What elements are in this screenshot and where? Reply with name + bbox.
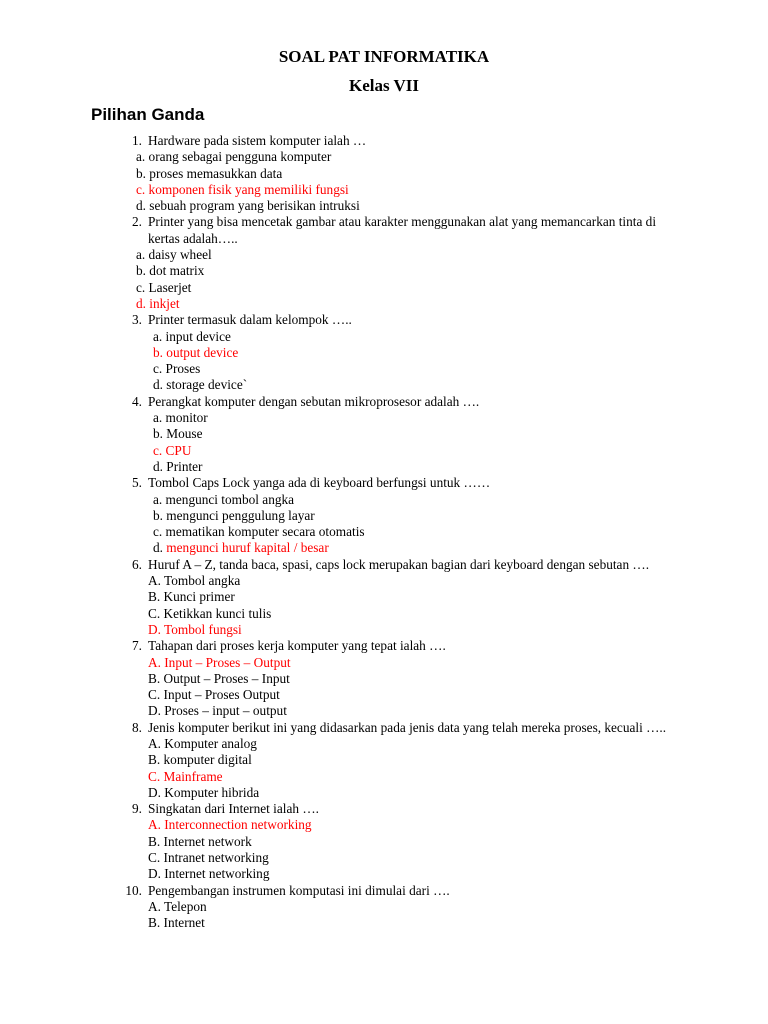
question-item (0, 133, 768, 214)
question-text: Hardware pada sistem komputer ialah … (148, 133, 367, 148)
question-number: 1. (132, 133, 142, 148)
answer-option: a. mengunci tombol angka (153, 491, 295, 507)
question-item (0, 475, 768, 556)
question-line (0, 638, 768, 654)
answer-option: D. Internet networking (148, 866, 270, 882)
answer-option: C. Input – Proses Output (148, 687, 280, 703)
answer-option: c. mematikan komputer secara otomatis (153, 524, 365, 540)
question-number: 4. (132, 393, 142, 409)
document-title: SOAL PAT INFORMATIKA (278, 47, 490, 66)
answer-option: c. Proses (153, 361, 201, 377)
answer-option-correct: b. output device (153, 344, 239, 360)
question-line (0, 214, 768, 247)
answer-option: C. Ketikkan kunci tulis (148, 605, 272, 621)
question-number: 7. (132, 638, 142, 654)
answer-option-correct: d. inkjet (136, 295, 180, 311)
answer-option-correct (0, 540, 768, 556)
section-heading: Pilihan Ganda (91, 105, 205, 124)
answer-option: b. proses memasukkan data (136, 165, 283, 181)
answer-option: B. Kunci primer (148, 589, 235, 605)
question-text: Pengembangan instrumen komputasi ini dimulai dari …. (148, 882, 450, 898)
answer-option: b. mengunci penggulung layar (153, 507, 315, 523)
answer-option-correct: C. Mainframe (148, 768, 223, 784)
question-line (0, 133, 768, 149)
answer-option: A. Tombol angka (148, 573, 241, 589)
answer-option: c. Laserjet (136, 279, 192, 295)
answer-option: B. Internet (148, 915, 205, 931)
answer-option: d. Printer (153, 458, 203, 474)
question-number: 9. (132, 801, 142, 817)
answer-option: B. komputer digital (148, 752, 252, 768)
question-number: 10. (125, 882, 142, 898)
option-text: mengunci huruf kapital / besar (166, 540, 329, 556)
question-number: 6. (132, 556, 142, 572)
answer-option: a. daisy wheel (136, 247, 212, 263)
answer-option: D. Proses – input – output (148, 703, 287, 719)
question-item (0, 883, 768, 932)
question-line (0, 720, 768, 736)
question-line (0, 557, 768, 573)
question-item (0, 638, 768, 719)
answer-option: b. dot matrix (136, 263, 205, 279)
question-text: Jenis komputer berikut ini yang didasarkan pada jenis data yang telah mereka proses, kecuali ….. (148, 719, 667, 735)
answer-option: D. Komputer hibrida (148, 784, 260, 800)
answer-option: A. Telepon (148, 898, 207, 914)
answer-option-correct: c. CPU (153, 442, 192, 458)
question-line (0, 475, 768, 491)
question-line (0, 312, 768, 328)
question-text: Tahapan dari proses kerja komputer yang tepat ialah …. (148, 638, 446, 654)
question-item (0, 394, 768, 475)
answer-option: B. Output – Proses – Input (148, 670, 290, 686)
question-number: 3. (132, 312, 142, 328)
question-line (0, 883, 768, 899)
question-text: Huruf A – Z, tanda baca, spasi, caps lock merupakan bagian dari keyboard dengan sebutan …. (148, 556, 650, 572)
answer-option: d. sebuah program yang berisikan intruksi (136, 198, 360, 214)
answer-option: a. input device (153, 328, 231, 344)
question-item (0, 312, 768, 393)
question-line (0, 394, 768, 410)
answer-option: C. Intranet networking (148, 850, 269, 866)
answer-option-correct: D. Tombol fungsi (148, 621, 242, 637)
question-number: 8. (132, 719, 142, 735)
question-number: 5. (132, 475, 142, 491)
question-line (0, 801, 768, 817)
question-text: Printer termasuk dalam kelompok ….. (148, 312, 352, 328)
question-item (0, 801, 768, 882)
answer-option-correct: A. Interconnection networking (148, 817, 312, 833)
question-item (0, 557, 768, 638)
question-text: Printer yang bisa mencetak gambar atau karakter menggunakan alat yang memancarkan tinta di kertas adalah….. (148, 214, 657, 246)
answer-option-correct: A. Input – Proses – Output (148, 654, 291, 670)
answer-option: b. Mouse (153, 426, 203, 442)
answer-option: A. Komputer analog (148, 735, 257, 751)
question-text: Tombol Caps Lock yanga ada di keyboard berfungsi untuk …… (148, 475, 491, 491)
question-list (0, 133, 768, 932)
answer-option: d. storage device` (153, 377, 248, 393)
question-text: Singkatan dari Internet ialah …. (148, 801, 319, 817)
question-text: Perangkat komputer dengan sebutan mikroprosesor adalah …. (148, 393, 480, 409)
document-subtitle: Kelas VII (348, 76, 420, 95)
question-item (0, 214, 768, 312)
question-item (0, 720, 768, 801)
answer-option: B. Internet network (148, 833, 252, 849)
question-number: 2. (132, 214, 142, 230)
option-prefix: d. (153, 540, 167, 556)
answer-option-correct: c. komponen fisik yang memiliki fungsi (136, 181, 349, 197)
answer-option: a. orang sebagai pengguna komputer (136, 149, 332, 165)
answer-option: a. monitor (153, 410, 208, 426)
